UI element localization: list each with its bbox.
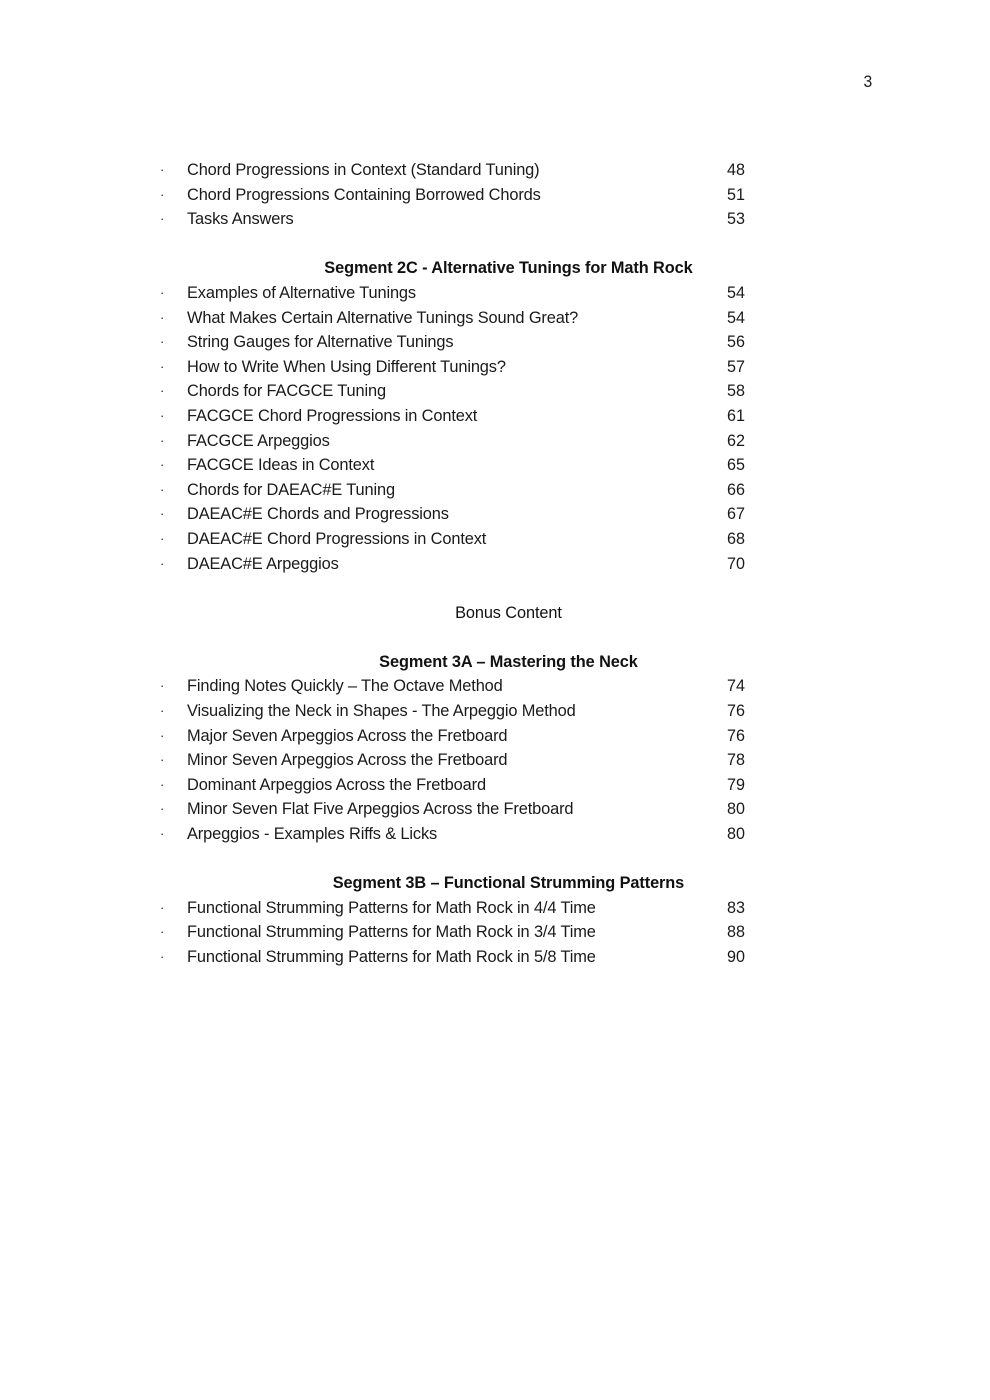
toc-entry[interactable]: [0, 158, 990, 183]
toc-entry-label[interactable]: String Gauges for Alternative Tunings: [187, 332, 454, 352]
bullet-icon: ·: [160, 530, 165, 546]
toc-entry[interactable]: [0, 379, 990, 404]
toc-entry[interactable]: [0, 478, 990, 503]
toc-entry-label[interactable]: Functional Strumming Patterns for Math Rock in 3/4 Time: [187, 922, 596, 942]
bullet-icon: ·: [160, 457, 165, 473]
bullet-icon: ·: [160, 899, 165, 915]
toc-entry-page-number[interactable]: 70: [727, 553, 745, 573]
bullet-icon: ·: [160, 358, 165, 374]
blank-line: [0, 625, 990, 650]
toc-entry[interactable]: [0, 306, 990, 331]
toc-entry-label[interactable]: Arpeggios - Examples Riffs & Licks: [187, 824, 438, 844]
toc-entry-page-number[interactable]: 90: [727, 947, 745, 966]
toc-entry-page-number[interactable]: 80: [727, 799, 745, 819]
toc-entry-label[interactable]: Chord Progressions Containing Borrowed Chords: [187, 184, 541, 204]
toc-entry[interactable]: [0, 429, 990, 454]
bullet-icon: ·: [160, 752, 165, 768]
toc-entry-label[interactable]: Dominant Arpeggios Across the Fretboard: [187, 774, 486, 794]
section-heading-bonus-content: Bonus Content: [455, 602, 562, 622]
toc-entry-label[interactable]: Chord Progressions in Context (Standard Tuning): [187, 160, 540, 179]
toc-entry[interactable]: [0, 404, 990, 429]
toc-entry-page-number[interactable]: 67: [727, 504, 745, 524]
toc-entry-label[interactable]: FACGCE Chord Progressions in Context: [187, 405, 478, 425]
toc-entry-label[interactable]: FACGCE Arpeggios: [187, 430, 330, 450]
toc-entry[interactable]: [0, 724, 990, 749]
toc-entry-page-number[interactable]: 56: [727, 332, 745, 352]
bullet-icon: ·: [160, 801, 165, 817]
toc-entry-label[interactable]: Finding Notes Quickly – The Octave Method: [187, 676, 503, 696]
toc-group-segment-3a: [0, 650, 990, 847]
toc-entry[interactable]: [0, 502, 990, 527]
toc-group-bonus-content: [0, 601, 990, 626]
toc-entry-label[interactable]: What Makes Certain Alternative Tunings Sound Great?: [187, 307, 579, 327]
bullet-icon: ·: [160, 432, 165, 448]
toc-entry-page-number[interactable]: 83: [727, 897, 745, 917]
section-heading-segment-3a: Segment 3A – Mastering the Neck: [379, 651, 638, 671]
toc-group-continued-segment-2b-items: [0, 158, 990, 232]
toc-entry-page-number[interactable]: 65: [727, 455, 745, 475]
toc-entry-page-number[interactable]: 58: [727, 381, 745, 401]
toc-entry-label[interactable]: Minor Seven Flat Five Arpeggios Across the Fretboard: [187, 799, 574, 819]
toc-entry-page-number[interactable]: 76: [727, 725, 745, 745]
toc-entry-page-number[interactable]: 88: [727, 922, 745, 942]
toc-entry[interactable]: [0, 748, 990, 773]
toc-entry-label[interactable]: Examples of Alternative Tunings: [187, 282, 416, 302]
bullet-icon: ·: [160, 924, 165, 940]
toc-entry-label[interactable]: Chords for FACGCE Tuning: [187, 381, 386, 401]
toc-entry[interactable]: [0, 896, 990, 921]
toc-group-segment-2c: [0, 256, 990, 576]
toc-entry[interactable]: [0, 797, 990, 822]
blank-line: [0, 232, 990, 257]
section-heading-segment-3b: Segment 3B – Functional Strumming Patterns: [332, 873, 685, 893]
toc-entry[interactable]: [0, 552, 990, 577]
table-of-contents: [0, 158, 990, 970]
toc-entry[interactable]: [0, 453, 990, 478]
page-number: 3: [863, 73, 872, 91]
bullet-icon: ·: [160, 284, 165, 300]
toc-entry[interactable]: [0, 281, 990, 306]
toc-entry-label[interactable]: DAEAC#E Chords and Progressions: [187, 504, 449, 524]
toc-entry[interactable]: [0, 822, 990, 847]
bullet-icon: ·: [160, 949, 165, 964]
toc-entry-page-number[interactable]: 61: [727, 405, 745, 425]
bullet-icon: ·: [160, 678, 165, 694]
toc-entry-label[interactable]: DAEAC#E Chord Progressions in Context: [187, 528, 487, 548]
toc-entry-label[interactable]: DAEAC#E Arpeggios: [187, 553, 339, 573]
toc-entry-page-number[interactable]: 57: [727, 356, 745, 376]
toc-entry-label[interactable]: How to Write When Using Different Tunings?: [187, 356, 506, 376]
toc-entry[interactable]: [0, 920, 990, 945]
toc-entry[interactable]: [0, 355, 990, 380]
toc-entry-page-number[interactable]: 74: [727, 676, 745, 696]
bullet-icon: ·: [160, 727, 165, 743]
blank-line: [0, 576, 990, 601]
bullet-icon: ·: [160, 481, 165, 497]
toc-entry-label[interactable]: Chords for DAEAC#E Tuning: [187, 479, 395, 499]
bullet-icon: ·: [160, 334, 165, 350]
toc-entry[interactable]: [0, 773, 990, 798]
bullet-icon: ·: [160, 776, 165, 792]
bullet-icon: ·: [160, 211, 165, 227]
toc-entry-page-number[interactable]: 66: [727, 479, 745, 499]
toc-entry-label[interactable]: Functional Strumming Patterns for Math Rock in 5/8 Time: [187, 947, 596, 966]
toc-entry[interactable]: [0, 945, 990, 970]
toc-entry[interactable]: [0, 674, 990, 699]
toc-entry-page-number[interactable]: 48: [727, 160, 745, 179]
toc-entry-page-number[interactable]: 68: [727, 528, 745, 548]
toc-entry[interactable]: [0, 330, 990, 355]
toc-entry-page-number[interactable]: 54: [727, 307, 745, 327]
toc-entry-page-number[interactable]: 51: [727, 184, 745, 204]
bullet-icon: ·: [160, 555, 165, 571]
toc-entry[interactable]: [0, 183, 990, 208]
bullet-icon: ·: [160, 186, 165, 202]
toc-entry-page-number[interactable]: 76: [727, 701, 745, 721]
bullet-icon: ·: [160, 383, 165, 399]
blank-line: [0, 847, 990, 872]
toc-entry[interactable]: [0, 207, 990, 232]
toc-group-segment-3b: [0, 871, 990, 969]
toc-entry-page-number[interactable]: 62: [727, 430, 745, 450]
toc-entry-label[interactable]: Tasks Answers: [187, 209, 294, 229]
bullet-icon: ·: [160, 162, 165, 177]
section-heading-segment-2c: Segment 2C - Alternative Tunings for Math Rock: [324, 258, 693, 278]
toc-entry-label[interactable]: FACGCE Ideas in Context: [187, 455, 375, 475]
toc-entry[interactable]: [0, 527, 990, 552]
bullet-icon: ·: [160, 407, 165, 423]
toc-entry-label[interactable]: Major Seven Arpeggios Across the Fretboard: [187, 725, 508, 745]
toc-entry-page-number[interactable]: 53: [727, 209, 745, 229]
bullet-icon: ·: [160, 826, 165, 842]
toc-entry[interactable]: [0, 699, 990, 724]
toc-entry-page-number[interactable]: 80: [727, 824, 745, 844]
toc-entry-page-number[interactable]: 79: [727, 774, 745, 794]
bullet-icon: ·: [160, 506, 165, 522]
toc-entry-label[interactable]: Visualizing the Neck in Shapes - The Arpeggio Method: [187, 701, 576, 721]
bullet-icon: ·: [160, 703, 165, 719]
bullet-icon: ·: [160, 309, 165, 325]
toc-entry-page-number[interactable]: 54: [727, 282, 745, 302]
toc-entry-label[interactable]: Minor Seven Arpeggios Across the Fretboard: [187, 750, 508, 770]
toc-entry-label[interactable]: Functional Strumming Patterns for Math Rock in 4/4 Time: [187, 897, 596, 917]
toc-entry-page-number[interactable]: 78: [727, 750, 745, 770]
